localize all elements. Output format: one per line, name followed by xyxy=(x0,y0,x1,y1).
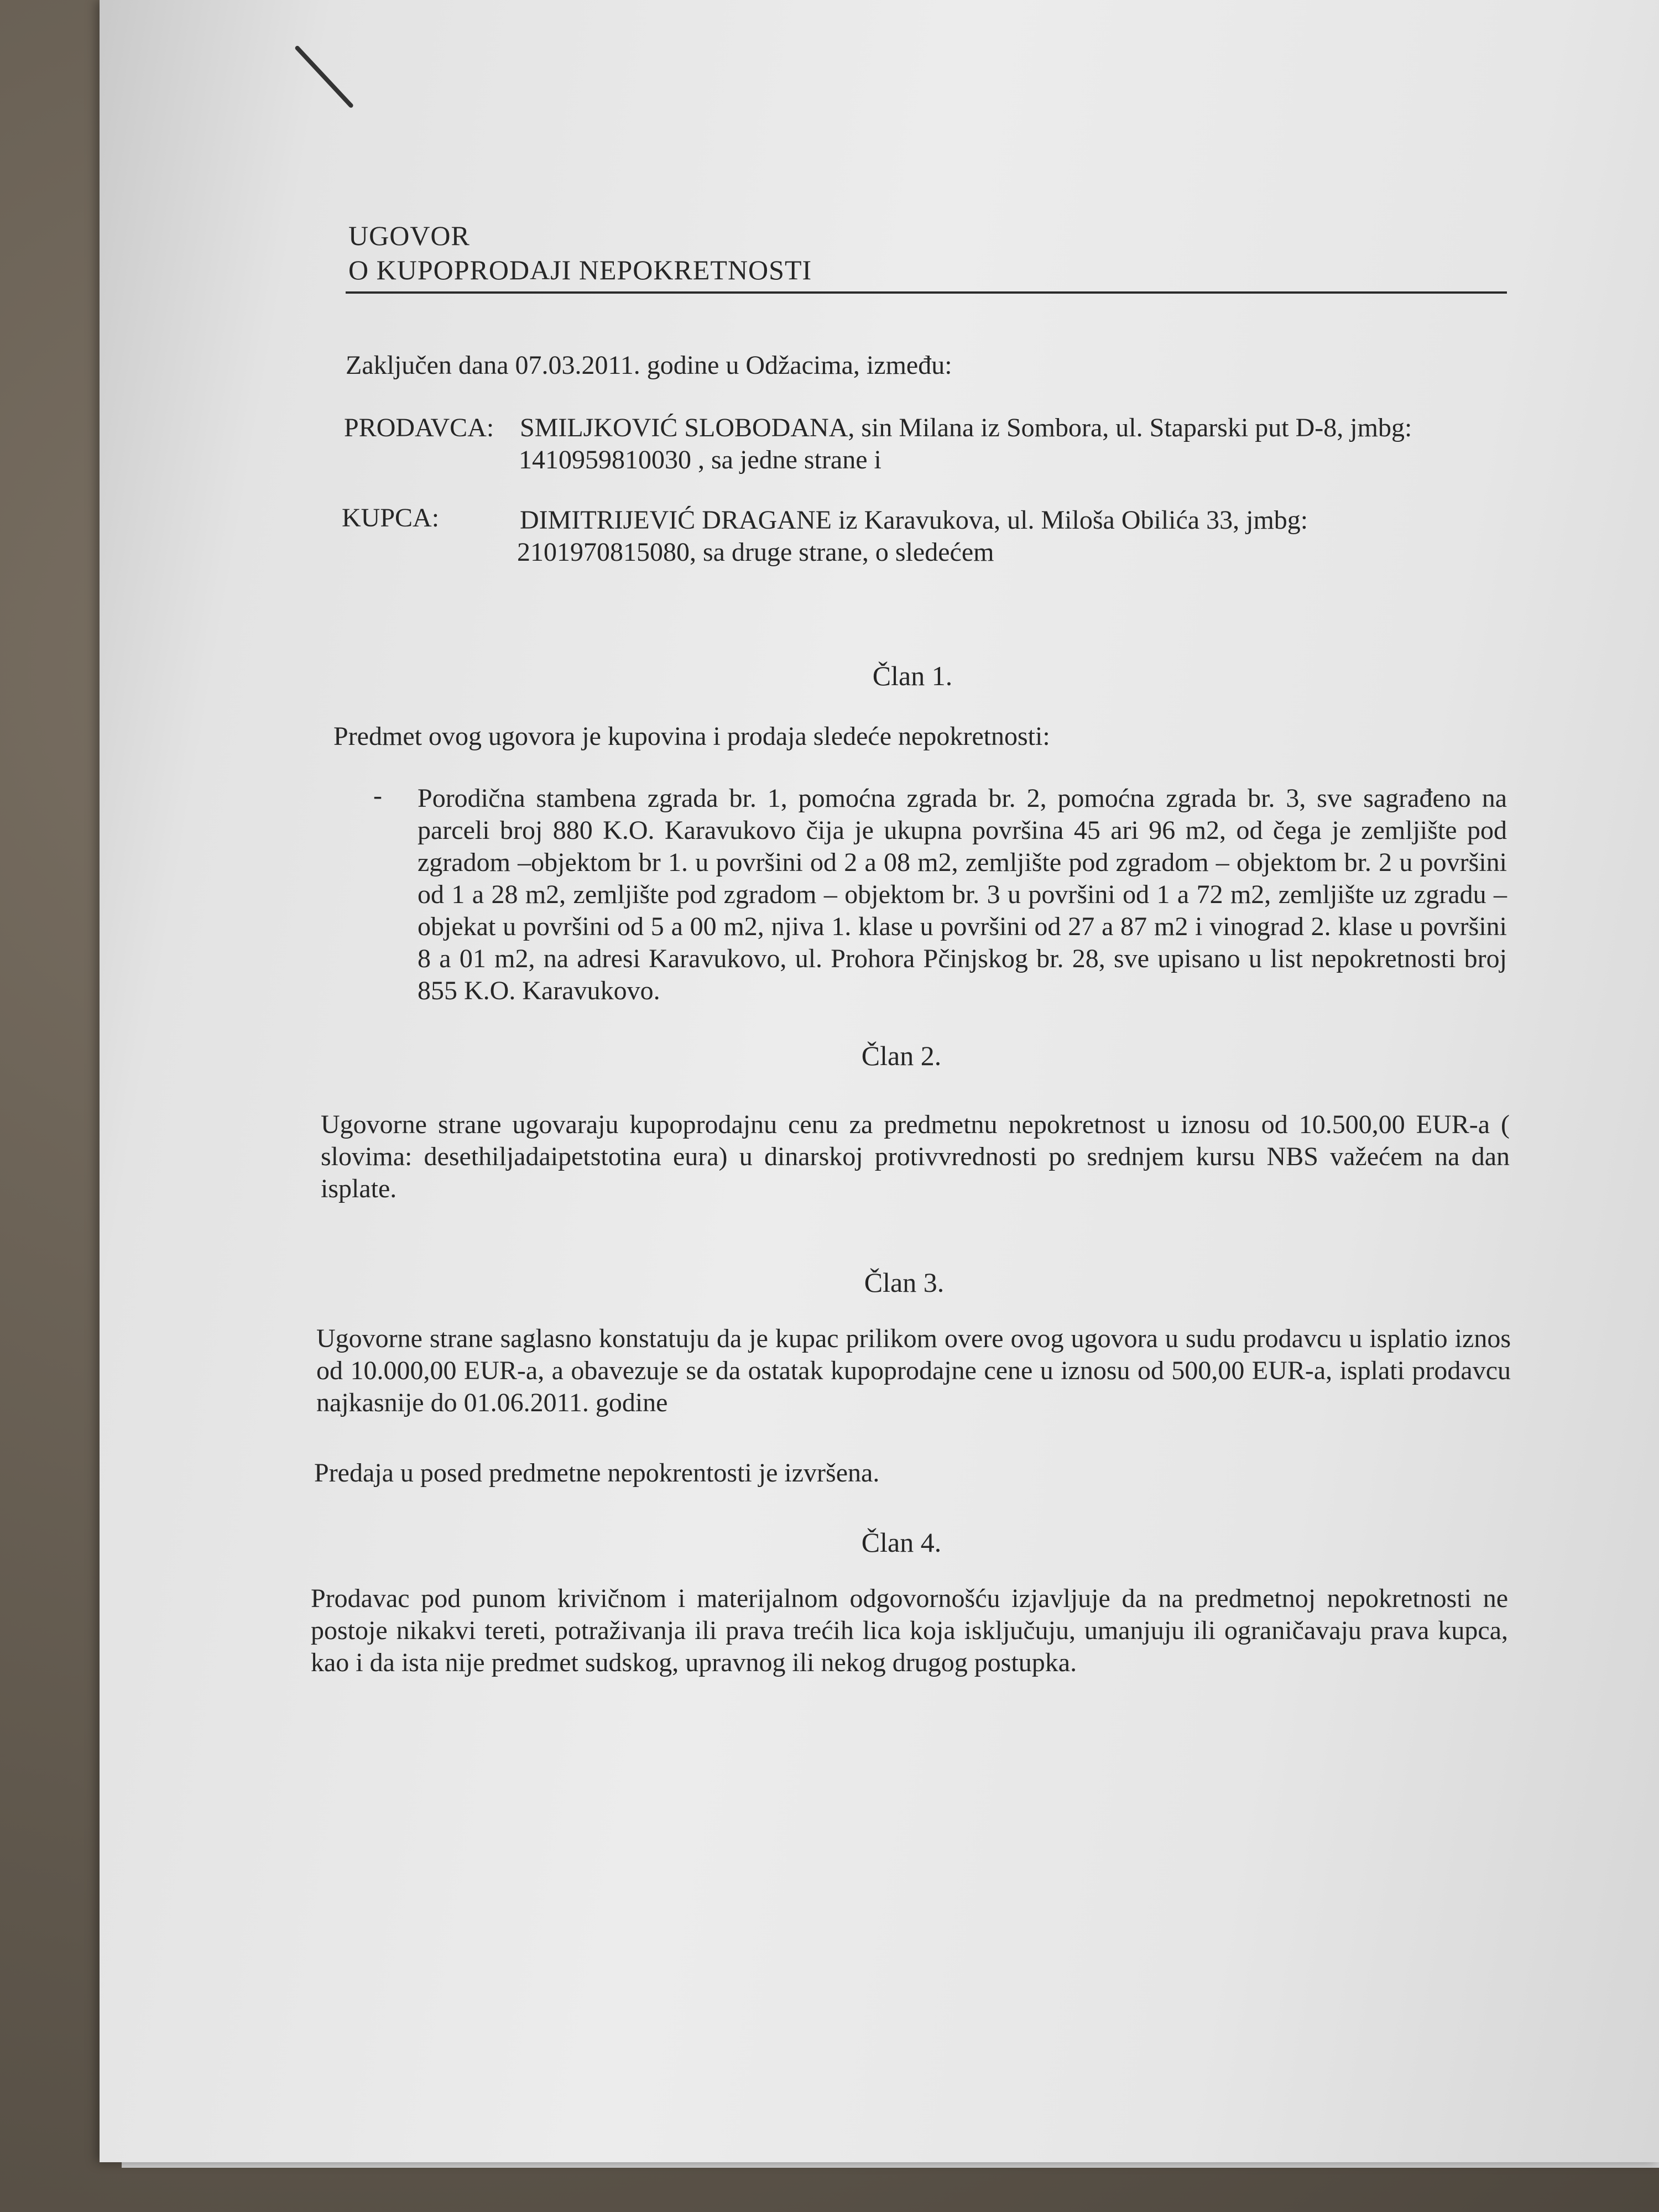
seller-line-2: 1410959810030 , sa jedne strane i xyxy=(519,445,881,474)
article-3-text: Ugovorne strane saglasno konstatuju da je kupac prilikom overe ovog ugovora u sudu prodavcu u isplatio iznos od 10.000,00 EUR-a, a obavezuje se da ostatak kupoprodajne cene u iznosu od 500,00 EUR-a, isplati prodavcu najkasnije do 01.06.2011. godine xyxy=(316,1324,1511,1417)
seller-label: PRODAVCA: xyxy=(344,413,494,442)
article-4-text: Prodavac pod punom krivičnom i materijalnom odgovornošću izjavljuje da na predmetnoj nepokretnosti ne postoje nikakvi tereti, potraživanja ili prava trećih lica koja isključuju, umanjuju ili ograničavaju prava kupca, kao i da ista nije predmet sudskog, upravnog ili nekog drugog postupka. xyxy=(311,1584,1508,1677)
buyer-label: KUPCA: xyxy=(342,503,440,533)
article-2-text: Ugovorne strane ugovaraju kupoprodajnu cenu za predmetnu nepokretnost u iznosu od 10.500,00 EUR-a ( slovima: desethiljadaipetstotina eura) u dinarskoj protivvrednosti po srednjem kursu NBS važećem na dan isplate. xyxy=(321,1110,1510,1203)
buyer-line-2: 2101970815080, sa druge strane, o sledećem xyxy=(517,538,994,567)
article-1-intro: Predmet ovog ugovora je kupovina i prodaja sledeće nepokretnosti: xyxy=(333,722,1050,751)
buyer-line-1: DIMITRIJEVIĆ DRAGANE iz Karavukova, ul. Miloša Obilića 33, jmbg: xyxy=(520,505,1308,535)
article-1-heading: Član 1. xyxy=(872,660,953,691)
property-description: Porodična stambena zgrada br. 1, pomoćna zgrada br. 2, pomoćna zgrada br. 3, sve sagrađeno na parceli broj 880 K.O. Karavukovo čija je ukupna površina 45 ari 96 m2, od čega je zemljište pod zgradom –objektom br 1. u površini od 2 a 08 m2, zemljište pod zgradom – objektom br. 2 u površini od 1 a 28 m2, zemljište pod zgradom – objektom br. 3 u površini od 1 a 72 m2, zemljište uz zgradu – objekat u površini od 5 a 00 m2, njiva 1. klase u površini od 27 a 87 m2 i vinograd 2. klase u površini 8 a 01 m2, na adresi Karavukovo, ul. Prohora Pčinjskog br. 28, sve upisano u list nepokretnosti broj 855 K.O. Karavukovo. xyxy=(418,784,1507,1005)
seller-line-1: SMILJKOVIĆ SLOBODANA, sin Milana iz Sombora, ul. Staparski put D-8, jmbg: xyxy=(520,413,1412,442)
title-line-1: UGOVOR xyxy=(348,220,470,251)
title-underline xyxy=(346,291,1507,294)
article-3-possession: Predaja u posed predmetne nepokrentosti je izvršena. xyxy=(314,1458,880,1488)
title-line-2: O KUPOPRODAJI NEPOKRETNOSTI xyxy=(348,254,812,285)
article-3-heading: Član 3. xyxy=(864,1267,945,1298)
list-bullet: - xyxy=(373,781,382,810)
contract-intro: Zaključen dana 07.03.2011. godine u Odžacima, između: xyxy=(346,351,952,380)
article-2-heading: Član 2. xyxy=(861,1040,942,1071)
document-title xyxy=(348,218,812,287)
article-4-heading: Član 4. xyxy=(861,1527,942,1558)
